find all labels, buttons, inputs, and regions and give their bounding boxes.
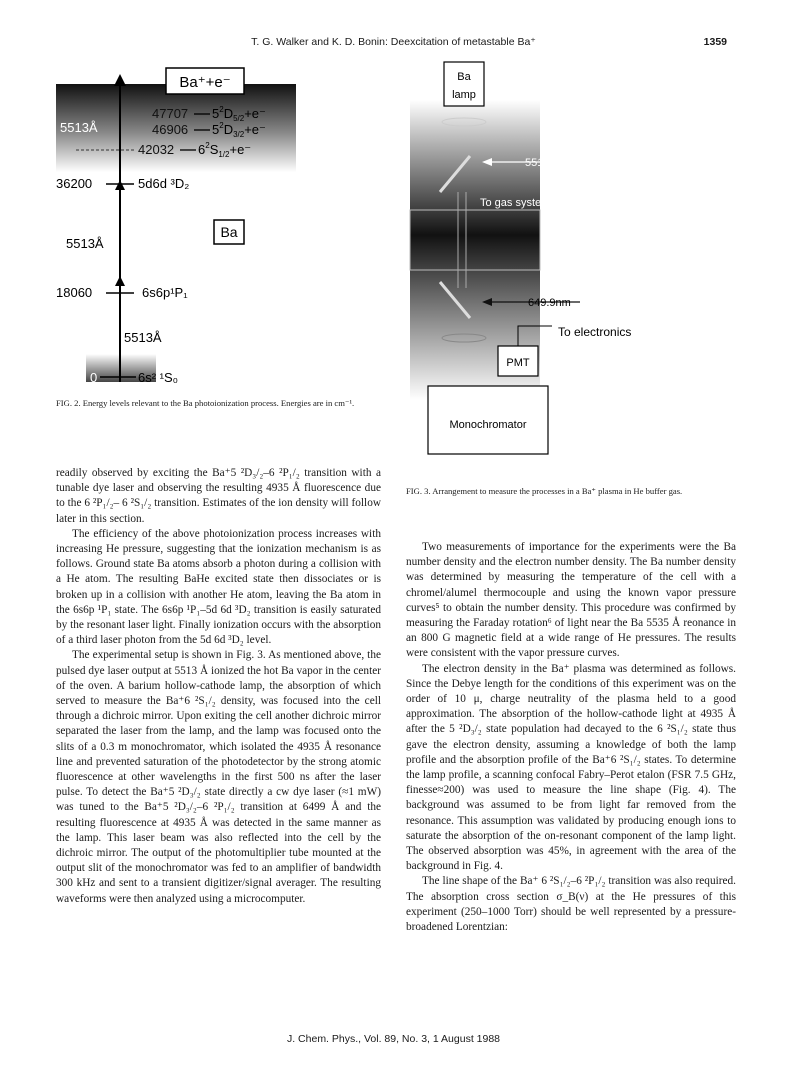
atom-box-label: Ba [220, 224, 238, 240]
ion-box-label: Ba⁺+e⁻ [179, 74, 231, 91]
wavelength-551: 551.3nm [525, 157, 568, 169]
right-paragraph: The electron density in the Ba⁺ plasma was determined as follows. Since the Debye length for the conditions of this experiment was on the order of 10 μ, charge neutrality of the plasma held to a good approximation. The absorption of the hollow-cathode light at 4935 Å after the 5 ²D₃/₂ state population had decayed to the 6 ²S₁/₂ state thus gave the electron density, assuming a knowledge of both the lamp profile and the absorption profile of the Ba⁺6 ²S₁/₂ states. To determine the lamp profile, a scanning confocal Fabry–Perot etalon (FSR 7.5 GHz, finesse≈200) was used to measure the line shape (Fig. 4). The background was assumed to be from light far removed from the resonance. This assumption was validated by producing enough ions to saturate the absorption of the on-resonant component of the lamp light. The observed absorption was 45%, in agreement with the area of the background in Fig. 4. [406, 662, 736, 873]
figure-3-apparatus [400, 60, 740, 455]
journal-footer: J. Chem. Phys., Vol. 89, No. 3, 1 August 1988 [286, 1033, 501, 1045]
right-column [406, 540, 736, 935]
left-paragraph: readily observed by exciting the Ba⁺5 ²D₃/₂–6 ²P₁/₂ transition with a tunable dye laser and observing the resulting 4935 Å fluorescence due to the 6 ²P₁/₂– 6 ²S₁/₂ transition. Estimates of the ion density will follow later in this section. [56, 467, 381, 525]
right-paragraph: Two measurements of importance for the experiments were the Ba number density and the electron number density. The Ba number density was determined by measuring the temperature of the cell with a chromel/alumel thermocouple and using the known vapor pressure curves⁵ to obtain the number density. This procedure was confirmed by measuring the Faraday rotation⁶ of light near the Ba 5535 Å reonance in an 800 G magnetic field at a wide range of He pressures. The results were consistent with the vapor pressure curves. [406, 541, 736, 660]
monochromator-label: Monochromator [449, 419, 527, 431]
level-d32-energy: 46906 [152, 122, 189, 137]
wavelength-3: 5513Å [124, 330, 162, 345]
wavelength-649: 649.9nm [528, 297, 571, 309]
level-6s6p-energy: 18060 [56, 285, 93, 300]
electronics-label: To electronics [558, 325, 632, 339]
wavelength-2: 5513Å [66, 236, 104, 251]
level-s12-label: $6^2S_{1/2}+e^-$ [198, 141, 252, 159]
gas-system-label: To gas system [480, 197, 551, 209]
level-ground-energy: 0 [90, 370, 98, 385]
level-5d6d-energy: 36200 [56, 176, 93, 191]
running-header: T. G. Walker and K. D. Bonin: Deexcitation of metastable Ba⁺ [251, 36, 536, 48]
level-ground-label: 6s² ¹S₀ [138, 370, 179, 385]
figure-3-caption: FIG. 3. Arrangement to measure the processes in a Ba⁺ plasma in He buffer gas. [406, 486, 683, 496]
level-5d6d-label: 5d6d ³D₂ [138, 176, 190, 191]
left-column [56, 466, 381, 907]
level-s12-energy: 42032 [138, 142, 175, 157]
wavelength-1: 5513Å [60, 120, 98, 135]
level-6s6p-label: 6s6p¹P₁ [142, 285, 188, 300]
figure-2-energy-levels [56, 62, 376, 392]
left-paragraph: The experimental setup is shown in Fig. 3. As mentioned above, the pulsed dye laser output at 5513 Å ionized the hot Ba vapor in the center of the oven. A barium hollow-cathode lamp, the absorption of which served to measure the Ba⁺6 ²S₁/₂ density, was focused into the cell through a dichroic mirror. Upon exiting the cell another dichroic mirror separated the laser from the lamp, and the lamp was focused onto the slits of a 0.3 m monochromator, which isolated the 4935 Å resonance line and prevented saturation of the photodetector by the strong atomic fluorescence at other wavelengths in the first 500 ns after the laser pulse. To detect the Ba⁺5 ²D₃/₂ state directly a cw dye laser (≈1 mW) was tuned to the Ba⁺5 ²D₃/₂–6 ²P₁/₂ transition at 6499 Å and the resulting fluorescence at 4935 Å was detected in the same manner as the lamp. This laser beam was also reflected into the cell by the dichroic mirror. The output of the photomultiplier tube mounted at the output slit of the monochromator was fed to an amplifier of bandwidth 300 kHz and sent to a transient digitizer/signal averager. The resulting waveforms were then analyzed using a microcomputer. [56, 649, 381, 905]
figure-2-caption: FIG. 2. Energy levels relevant to the Ba photoionization process. Energies are in cm⁻¹. [56, 398, 355, 408]
pmt-label: PMT [506, 357, 530, 369]
level-d32-label: $5^2D_{3/2}+e^-$ [212, 121, 266, 139]
ba-lamp-label-1: Ba [457, 71, 471, 83]
right-paragraph: The line shape of the Ba⁺ 6 ²S₁/₂–6 ²P₁/₂ transition was also required. The absorption cross section σ_B(ν) at the He pressures of this experiment (250–1000 Torr) should be well represented by a pressure-broadened Lorentzian: [406, 875, 736, 934]
level-d52-label: $5^2D_{5/2}+e^-$ [212, 105, 266, 123]
ba-lamp-label-2: lamp [452, 89, 476, 101]
left-paragraph: The efficiency of the above photoionization process increases with increasing He pressure, suggesting that the ionization mechanism is as follows. Ground state Ba atoms absorb a photon during a collision with a He atom. The resulting BaHe excited state then dissociates or is broken up in a collision with another He atom, leaving the Ba atom in the 6s6p ¹P₁ state. The 6s6p ¹P₁–5d 6d ³D₂ transition is easily saturated by the resonant laser light. Finally ionization occurs with the absorption of a third laser photon from the 5d 6d ³D₂ level. [56, 527, 381, 647]
level-d52-energy: 47707 [152, 106, 189, 121]
page-number: 1359 [703, 36, 727, 48]
